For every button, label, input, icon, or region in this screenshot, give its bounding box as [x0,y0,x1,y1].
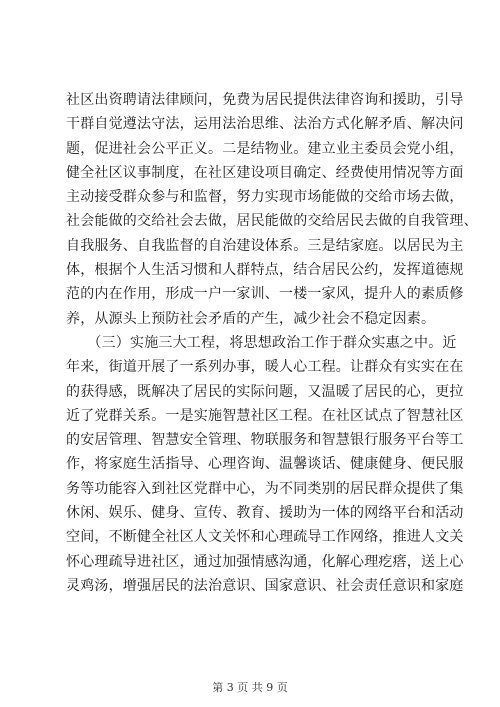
text-line: 的获得感，既解决了居民的实际问题，又温暖了居民的心，更拉 [66,383,464,400]
text-line: 怀心理疏导进社区，通过加强情感沟通，化解心理疙瘩，送上心 [66,553,464,570]
text-line: 休闲、娱乐、健身、宣传、教育、援助为一体的网络平台和活动 [66,505,464,522]
text-line: 的安居管理、智慧安全管理、物联服务和智慧银行服务平台等工 [66,432,464,449]
text-line: （三）实施三大工程，将思想政治工作于群众实惠之中。近 [66,334,457,351]
text-line: 自我服务、自我监督的自治建设体系。三是结家庭。以居民为主 [66,237,464,254]
text-line: 体，根据个人生活习惯和人群特点，结合居民公约，发挥道德规 [66,262,464,279]
text-line: 主动接受群众参与和监督，努力实现市场能做的交给市场去做， [66,189,464,206]
text-line: 空间，不断健全社区人文关怀和心理疏导工作网络，推进人文关 [66,529,464,546]
text-line: 作，将家庭生活指导、心理咨询、温馨谈话、健康健身、便民服 [66,456,464,473]
text-line: 范的内在作用，形成一户一家训、一楼一家风，提升人的素质修 [66,286,464,303]
text-line: 近了党群关系。一是实施智慧社区工程。在社区试点了智慧社区 [66,407,464,424]
text-line: 年来，街道开展了一系列办事，暖人心工程。让群众有实实在在 [66,359,464,376]
text-line: 灵鸡汤，增强居民的法治意识、国家意识、社会责任意识和家庭 [66,577,464,594]
text-line: 社会能做的交给社会去做，居民能做的交给居民去做的自我管理、 [66,213,478,230]
text-line: 健全社区议事制度，在社区建设项目确定、经费使用情况等方面 [66,164,464,181]
body-text [66,88,478,598]
text-line: 干群自觉遵法守法，运用法治思维、法治方式化解矛盾、解决问 [66,116,464,133]
text-line: 务等功能容入到社区党群中心，为不同类别的居民群众提供了集 [66,480,464,497]
text-line: 养，从源头上预防社会矛盾的产生，减少社会不稳定因素。 [66,310,436,327]
text-line: 题，促进社会公平正义。二是结物业。建立业主委员会党小组， [66,140,464,157]
page-number-footer: 第 3 页 共 9 页 [212,681,288,694]
text-line: 社区出资聘请法律顾问，免费为居民提供法律咨询和援助，引导 [66,92,464,108]
